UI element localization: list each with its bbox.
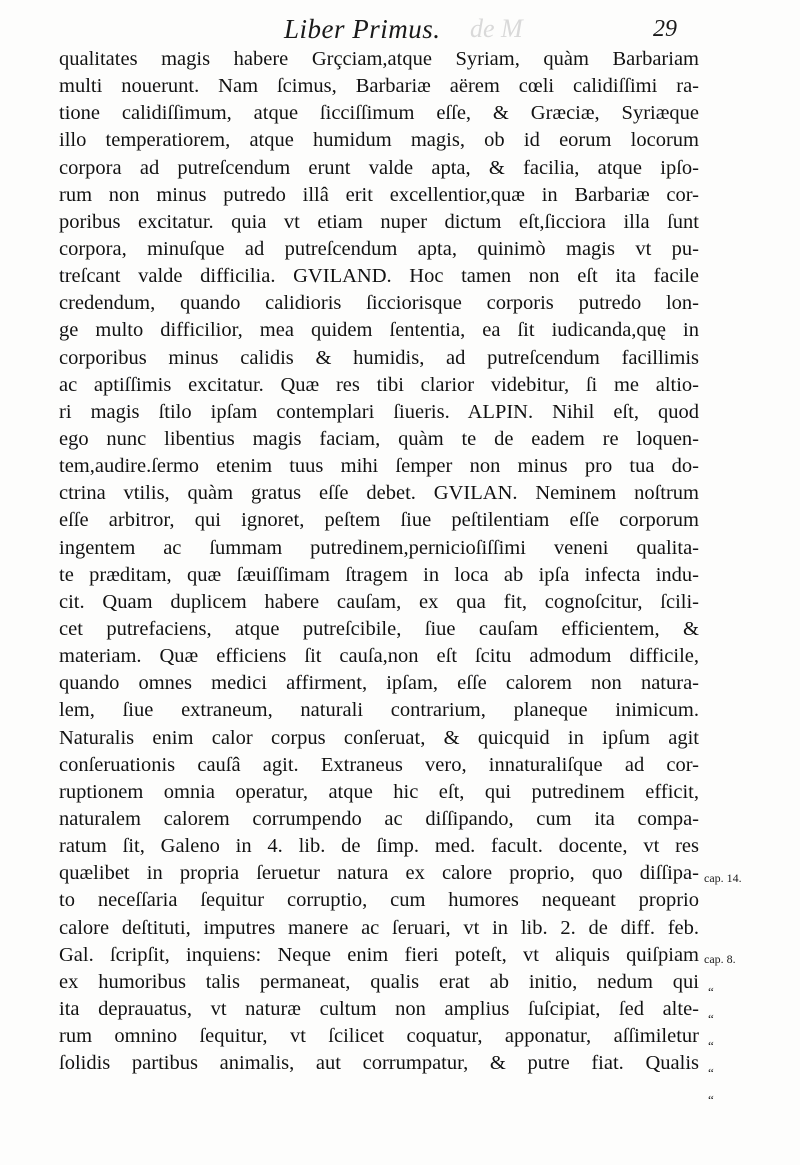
text-line: qualitates magis habere Grçciam,atque Syriam, quàm Barbariam [59, 48, 699, 70]
quote-mark: “ [708, 1065, 714, 1080]
text-line: corporibus minus calidis & humidis, ad putreſcendum facillimis [59, 346, 699, 369]
quote-mark: “ [708, 1092, 714, 1107]
text-line: ex humoribus talis permaneat, qualis erat ab initio, nedum qui [59, 970, 699, 993]
bleed-through-text: de M [470, 14, 523, 43]
text-line: ctrina vtilis, quàm gratus eſſe debet. GVILAN. Neminem noſtrum [59, 482, 699, 505]
text-line: illo temperatiorem, atque humidum magis, ob id eorum locorum [59, 129, 699, 152]
text-line: tem,audire.ſermo etenim tuus mihi ſemper non minus pro tua do- [59, 455, 699, 478]
text-line: multi nouerunt. Nam ſcimus, Barbariæ aërem cœli calidiſſimi ra- [59, 75, 699, 98]
text-line: cet putrefaciens, atque putreſcibile, ſiue cauſam efficientem, & [59, 617, 699, 640]
text-line: materiam. Quæ efficiens ſit cauſa,non eſt ſcitu admodum difficile, [59, 645, 699, 668]
margin-note: cap. 14. [704, 871, 742, 885]
text-line: tione calidiſſimum, atque ſicciſſimum eſſe, & Græciæ, Syriæque [59, 102, 699, 125]
text-line: Naturalis enim calor corpus conſeruat, & quicquid in ipſum agit [59, 726, 699, 749]
text-line: quælibet in propria ſeruetur natura ex calore proprio, quo diſſipa- [59, 862, 699, 885]
text-line: to neceſſaria ſequitur corruptio, cum humores nequeant proprio [59, 889, 699, 912]
text-line: quando omnes medici affirment, ipſam, eſſe calorem non natura- [59, 672, 699, 695]
text-line: ego nunc libentius magis faciam, quàm te de eadem re loquen- [59, 427, 699, 450]
text-line: calore deſtituti, imputres manere ac ſeruari, vt in lib. 2. de diff. feb. [59, 916, 699, 939]
text-line: corpora ad putreſcendum erunt valde apta, & facilia, atque ipſo- [59, 156, 699, 179]
text-line: corpora, minuſque ad putreſcendum apta, quinimò magis vt pu- [59, 237, 699, 260]
text-line: naturalem calorem corrumpendo ac diſſipando, cum ita compa- [59, 807, 699, 830]
text-line: rum non minus putredo illâ erit excellentior,quæ in Barbariæ cor- [59, 183, 699, 206]
text-line: treſcant valde difficilia. GVILAND. Hoc tamen non eſt ita facile [59, 265, 699, 288]
text-line: ge multo difficilior, mea quidem ſententia, ea ſit iudicanda,quę in [59, 319, 699, 342]
text-line: lem, ſiue extraneum, naturali contrarium, planeque inimicum. [59, 699, 699, 722]
text-line: conſeruationis cauſâ agit. Extraneus vero, innaturaliſque ad cor- [59, 753, 699, 776]
text-line: credendum, quando calidioris ſicciorisque corporis putredo lon- [59, 292, 699, 315]
margin-note: cap. 8. [704, 952, 736, 966]
text-line: ratum ſit, Galeno in 4. lib. de ſimp. med. facult. docente, vt res [59, 835, 699, 858]
quote-mark: “ [708, 1011, 714, 1026]
text-line: ita deprauatus, vt naturæ cultum non amplius ſuſcipiat, ſed alte- [59, 997, 699, 1020]
body-text [59, 46, 699, 1077]
text-line: Gal. ſcripſit, inquiens: Neque enim fieri poteſt, vt aliquis quiſpiam [59, 943, 699, 966]
quote-mark: “ [708, 1038, 714, 1053]
text-line: ri magis ſtilo ipſam contemplari ſiueris. ALPIN. Nihil eſt, quod [59, 400, 699, 423]
text-line: ac aptiſſimis excitatur. Quæ res tibi clarior videbitur, ſi me altio- [59, 373, 699, 396]
text-line: rum omnino ſequitur, vt ſcilicet coquatur, apponatur, aſſimiletur [59, 1025, 699, 1048]
text-line: poribus excitatur. quia vt etiam nuper dictum eſt,ſicciora illa ſunt [59, 210, 699, 233]
text-line: cit. Quam duplicem habere cauſam, ex qua fit, cognoſcitur, ſcili- [59, 590, 699, 613]
quote-mark: “ [708, 984, 714, 999]
text-line: ruptionem omnia operatur, atque hic eſt, qui putredinem efficit, [59, 780, 699, 803]
text-line: eſſe arbitror, qui ignoret, peſtem ſiue peſtilentiam eſſe corporum [59, 509, 699, 532]
text-line: ingentem ac ſummam putredinem,pernicioſiſſimi veneni qualita- [59, 536, 699, 559]
page-number: 29 [653, 16, 677, 42]
text-line: ſolidis partibus animalis, aut corrumpatur, & putre fiat. Qualis [59, 1052, 699, 1075]
running-head: Liber Primus. [284, 14, 441, 44]
text-line: te præditam, quæ ſæuiſſimam ſtragem in loca ab ipſa infecta indu- [59, 563, 699, 586]
